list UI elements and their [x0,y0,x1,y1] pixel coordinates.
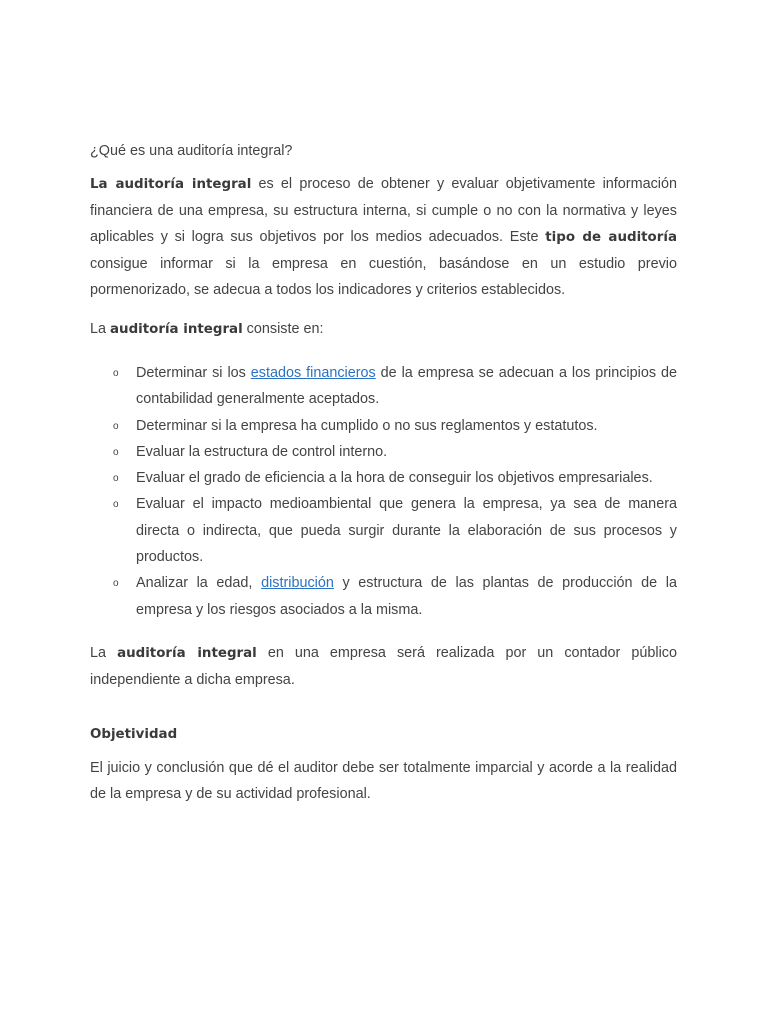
list-item [90,570,677,623]
item-text: Determinar si los [136,365,251,381]
bullet-icon: o [113,368,119,379]
item-text: Evaluar la estructura de control interno. [136,443,388,460]
list-item [90,360,677,413]
question-title: ¿Qué es una auditoría integral? [90,143,293,159]
item-text: Evaluar el impacto medioambiental que genera la empresa, ya sea de manera directa o indirecta, que pueda surgir durante la elaboración de sus procesos y productos. [136,496,677,566]
bullet-icon: o [113,473,119,485]
link-estados-financieros[interactable]: estados financieros [250,365,376,381]
bold-term: auditoría integral [110,322,243,337]
objectives-list [90,360,677,623]
paragraph-text: La [90,644,118,661]
paragraph-text: es el proceso de obtener y evaluar objetivamente información financiera de una empresa, su estructura interna, si cumple o no con la normativa y leyes aplicables y si logra sus objetivos por los medios adecuados. Este [90,176,677,245]
intro-text: consiste en: [242,321,324,337]
item-text: Determinar si la empresa ha cumplido o no sus reglamentos y estatutos. [136,417,598,434]
link-distribucion[interactable]: distribución [261,575,334,592]
bullet-icon: o [113,499,119,511]
definition-paragraph [90,171,677,303]
list-item [90,491,677,570]
list-item [90,439,677,465]
item-text: y estructura de las plantas de producción de la empresa y los riesgos asociados a la misma. [136,575,677,618]
item-text: de la empresa se adecuan a los principios de contabilidad generalmente aceptados. [136,365,677,408]
objectivity-paragraph: El juicio y conclusión que dé el auditor debe ser totalmente imparcial y acorde a la realidad de la empresa y de su actividad profesional. [90,759,677,802]
bullet-icon: o [113,446,119,458]
item-text: Evaluar el grado de eficiencia a la hora de conseguir los objetivos empresariales. [136,470,653,487]
list-item [90,413,677,439]
bullet-icon: o [113,420,119,432]
item-text: Analizar la edad, [136,575,262,592]
heading-text: Objetividad [90,726,178,742]
paragraph-text: consigue informar si la empresa en cuestión, basándose en un estudio previo pormenorizado, se adecua a todos los indicadores y criterios establecidos. [90,256,677,298]
paragraph-text: en una empresa será realizada por un contador público independiente a dicha empresa. [90,644,677,688]
list-item [90,465,677,491]
bold-term: auditoría integral [117,645,257,661]
list-intro [90,316,677,343]
auditor-paragraph [90,640,677,693]
section-heading [90,724,677,745]
bold-term: tipo de auditoría [545,230,677,245]
bold-term: La auditoría integral [90,177,252,192]
intro-text: La [90,321,111,337]
document-body [90,141,677,820]
bullet-icon: o [113,578,119,590]
